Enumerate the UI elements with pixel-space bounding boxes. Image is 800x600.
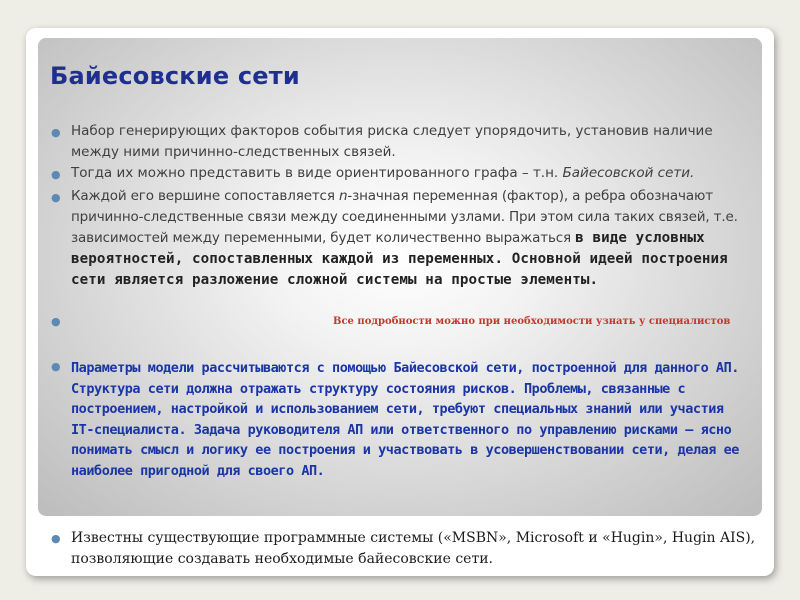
paragraph-software-systems: Известны существующие программные системы («MSBN», Microsoft и «Hugin», Hugin AIS), позволяющие создавать необходимые байесовские сети. — [71, 530, 756, 567]
vertices-text-a: Каждой его вершине сопоставляется — [71, 188, 339, 204]
bullet-icon: ● — [51, 360, 61, 373]
paragraph-vertices — [71, 186, 743, 291]
bullet-icon: ● — [51, 168, 61, 181]
slide-title: Байесовские сети — [50, 62, 300, 90]
vertices-text-b: -значная переменная (фактор), а ребра обозначают причинно-следственные связи между соединенными узлами. При этом сила таких связей, т.е. зависимостей между переменными, будет количественно выражаться — [71, 188, 738, 246]
bullet-icon: ● — [51, 315, 61, 328]
paragraph-model-parameters: Параметры модели рассчитываются с помощью Байесовской сети, построенной для данного АП. Структура сети должна отражать структуру состояния рисков. Проблемы, связанные с построением, настройкой и использованием сети, требуют специальных знаний или участия IT-специалиста. Задача руководителя АП или ответственного по управлению рисками – ясно понимать смысл и логику ее построения и участвовать в усовершенствовании сети, делая ее наиболее пригодной для своего АП. — [71, 360, 739, 479]
bullet-icon: ● — [51, 126, 61, 139]
bullet-icon: ● — [51, 191, 61, 204]
vertices-emphasis: в виде условных вероятностей, сопоставленных каждой из переменных. Основной идеей построения сети является разложение сложной системы на простые элементы. — [71, 230, 728, 288]
specialists-note: Все подробности можно при необходимости узнать у специалистов — [333, 316, 731, 327]
paragraph-factors: Набор генерирующих факторов события риска следует упорядочить, установив наличие между ними причинно-следственных связей. — [71, 123, 713, 160]
bayes-net-term: Байесовской сети. — [562, 165, 695, 181]
paragraph-graph — [71, 163, 751, 184]
bullet-icon: ● — [51, 532, 61, 545]
graph-text: Тогда их можно представить в виде ориентированного графа – т.н. — [71, 165, 563, 181]
n-variable: n — [338, 188, 348, 204]
